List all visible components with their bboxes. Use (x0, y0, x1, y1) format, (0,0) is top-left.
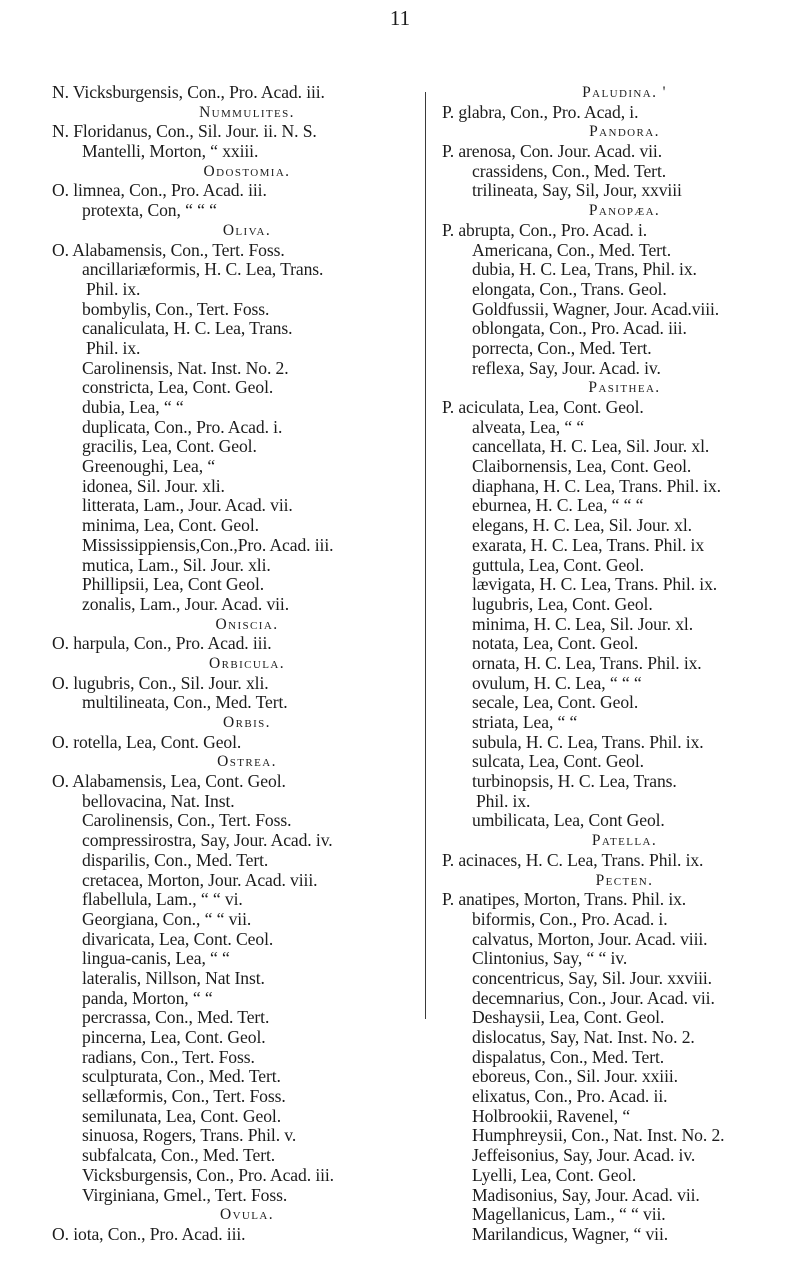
species-entry: reflexa, Say, Jour. Acad. iv. (472, 357, 661, 378)
species-entry: Phillipsii, Lea, Cont Geol. (82, 574, 265, 595)
genus-heading: Nummulites. (199, 103, 295, 121)
genus-heading: Orbis. (223, 714, 271, 731)
genus-first-entry: P. arenosa, Con. Jour. Acad. vii. (442, 141, 663, 162)
species-entry: Lyelli, Lea, Cont. Geol. (472, 1164, 637, 1185)
genus-first-entry: N. Vicksburgensis, Con., Pro. Acad. iii. (52, 82, 325, 102)
species-entry: sinuosa, Rogers, Trans. Phil. v. (82, 1125, 297, 1146)
species-entry: Magellanicus, Lam., “ “ vii. (472, 1204, 666, 1225)
entry-continuation: Phil. ix. (476, 790, 531, 811)
species-entry: protexta, Con, “ “ “ (82, 200, 217, 221)
genus-first-entry: O. Alabamensis, Lea, Cont. Geol. (52, 771, 286, 792)
species-entry: canaliculata, H. C. Lea, Trans. (82, 318, 293, 339)
species-entry: lævigata, H. C. Lea, Trans. Phil. ix. (472, 574, 718, 595)
species-entry: minima, H. C. Lea, Sil. Jour. xl. (472, 613, 694, 634)
species-entry: crassidens, Con., Med. Tert. (472, 160, 667, 181)
species-entry: Claibornensis, Lea, Cont. Geol. (472, 456, 692, 477)
species-entry: Humphreysii, Con., Nat. Inst. No. 2. (472, 1125, 725, 1146)
species-entry: bombylis, Con., Tert. Foss. (82, 298, 270, 319)
species-entry: subfalcata, Con., Med. Tert. (82, 1145, 276, 1166)
genus-first-entry: P. anatipes, Morton, Trans. Phil. ix. (442, 889, 687, 910)
species-entry: trilineata, Say, Sil, Jour, xxviii (472, 180, 682, 201)
species-entry: elixatus, Con., Pro. Acad. ii. (472, 1086, 668, 1107)
species-entry: cancellata, H. C. Lea, Sil. Jour. xl. (472, 436, 710, 457)
species-entry: dislocatus, Say, Nat. Inst. No. 2. (472, 1027, 695, 1047)
species-entry: idonea, Sil. Jour. xli. (82, 475, 225, 496)
page-number: 11 (389, 6, 411, 30)
species-entry: sculpturata, Con., Med. Tert. (82, 1066, 281, 1087)
species-entry: Virginiana, Gmel., Tert. Foss. (82, 1184, 288, 1205)
species-entry: Goldfussii, Wagner, Jour. Acad.viii. (472, 298, 720, 319)
species-entry: pincerna, Lea, Cont. Geol. (82, 1027, 266, 1047)
species-entry: elegans, H. C. Lea, Sil. Jour. xl. (472, 515, 692, 536)
species-entry: semilunata, Lea, Cont. Geol. (82, 1105, 281, 1126)
genus-first-entry: O. iota, Con., Pro. Acad. iii. (52, 1223, 246, 1244)
species-entry: sellæformis, Con., Tert. Foss. (82, 1086, 286, 1107)
species-entry: alveata, Lea, “ “ (472, 416, 585, 437)
species-entry: exarata, H. C. Lea, Trans. Phil. ix (472, 534, 705, 555)
species-entry: cretacea, Morton, Jour. Acad. viii. (82, 869, 318, 890)
species-entry: subula, H. C. Lea, Trans. Phil. ix. (472, 731, 704, 752)
species-entry: zonalis, Lam., Jour. Acad. vii. (82, 593, 290, 614)
species-entry: Marilandicus, Wagner, “ vii. (472, 1223, 669, 1244)
genus-first-entry: P. abrupta, Con., Pro. Acad. i. (442, 219, 648, 240)
species-entry: Holbrookii, Ravenel, “ (472, 1105, 631, 1126)
genus-first-entry: P. glabra, Con., Pro. Acad, i. (442, 101, 639, 122)
species-entry: flabellula, Lam., “ “ vi. (82, 889, 243, 910)
species-entry: ovulum, H. C. Lea, “ “ “ (472, 672, 642, 693)
species-entry: Vicksburgensis, Con., Pro. Acad. iii. (82, 1164, 334, 1185)
genus-first-entry: P. aciculata, Lea, Cont. Geol. (442, 397, 644, 417)
genus-heading: Paludina. ' (582, 84, 667, 101)
species-entry: lugubris, Lea, Cont. Geol. (472, 593, 653, 614)
species-entry: Greenoughi, Lea, “ (82, 456, 216, 477)
genus-first-entry: O. Alabamensis, Con., Tert. Foss. (52, 239, 285, 260)
species-entry: calvatus, Morton, Jour. Acad. viii. (472, 928, 708, 949)
species-entry: lateralis, Nillson, Nat Inst. (82, 967, 265, 988)
genus-heading: Pecten. (595, 871, 654, 889)
genus-first-entry: P. acinaces, H. C. Lea, Trans. Phil. ix. (442, 849, 704, 870)
genus-heading: Oliva. (222, 221, 272, 239)
species-entry: notata, Lea, Cont. Geol. (472, 633, 639, 654)
species-entry: Madisonius, Say, Jour. Acad. vii. (472, 1184, 700, 1205)
species-entry: dubia, Lea, “ “ (82, 397, 184, 417)
species-entry: lingua-canis, Lea, “ “ (82, 948, 230, 969)
species-entry: dispalatus, Con., Med. Tert. (472, 1046, 665, 1067)
genus-heading: Ostrea. (217, 753, 277, 771)
species-entry: eburnea, H. C. Lea, “ “ “ (472, 495, 644, 516)
species-entry: Mantelli, Morton, “ xxiii. (82, 141, 259, 162)
species-entry: Carolinensis, Nat. Inst. No. 2. (82, 357, 289, 378)
genus-first-entry: O. rotella, Lea, Cont. Geol. (52, 731, 242, 752)
species-entry: umbilicata, Lea, Cont Geol. (472, 810, 665, 831)
left-column (52, 83, 412, 1245)
species-entry: oblongata, Con., Pro. Acad. iii. (472, 318, 687, 339)
species-entry: striata, Lea, “ “ (472, 712, 578, 732)
genus-heading: Patella. (591, 832, 658, 850)
species-entry: guttula, Lea, Cont. Geol. (472, 554, 644, 575)
species-entry: eboreus, Con., Sil. Jour. xxiii. (472, 1066, 678, 1087)
genus-first-entry: N. Floridanus, Con., Sil. Jour. ii. N. S. (52, 121, 317, 142)
genus-heading: Oniscia. (215, 615, 279, 633)
species-entry: concentricus, Say, Sil. Jour. xxviii. (472, 967, 712, 988)
right-column (442, 83, 787, 1245)
species-entry: litterata, Lam., Jour. Acad. vii. (82, 495, 293, 516)
species-entry: elongata, Con., Trans. Geol. (472, 278, 667, 299)
entry-continuation: Phil. ix. (86, 337, 141, 358)
species-entry: multilineata, Con., Med. Tert. (82, 692, 288, 713)
species-entry: duplicata, Con., Pro. Acad. i. (82, 416, 283, 437)
species-entry: percrassa, Con., Med. Tert. (82, 1007, 270, 1028)
species-entry: radians, Con., Tert. Foss. (82, 1046, 255, 1067)
species-entry: mutica, Lam., Sil. Jour. xli. (82, 554, 271, 575)
species-entry: porrecta, Con., Med. Tert. (472, 337, 652, 358)
species-entry: sulcata, Lea, Cont. Geol. (472, 751, 644, 772)
species-entry: Americana, Con., Med. Tert. (472, 239, 671, 260)
genus-heading: Pasithea. (588, 379, 661, 397)
species-entry: diaphana, H. C. Lea, Trans. Phil. ix. (472, 475, 721, 496)
species-entry: bellovacina, Nat. Inst. (82, 790, 235, 811)
genus-heading: Odostomia. (203, 162, 291, 180)
species-entry: ancillariæformis, H. C. Lea, Trans. (82, 259, 324, 280)
species-entry: disparilis, Con., Med. Tert. (82, 849, 269, 870)
species-entry: Clintonius, Say, “ “ iv. (472, 948, 628, 969)
genus-first-entry: O. harpula, Con., Pro. Acad. iii. (52, 633, 272, 654)
column-divider (425, 92, 426, 1019)
species-entry: Mississippiensis,Con.,Pro. Acad. iii. (82, 534, 334, 555)
species-entry: Deshaysii, Lea, Cont. Geol. (472, 1007, 665, 1028)
species-entry: divaricata, Lea, Cont. Ceol. (82, 928, 274, 949)
species-entry: Georgiana, Con., “ “ vii. (82, 908, 252, 929)
species-entry: decemnarius, Con., Jour. Acad. vii. (472, 987, 715, 1008)
genus-heading: Pandora. (589, 123, 660, 141)
entry-continuation: Phil. ix. (86, 278, 141, 299)
species-entry: dubia, H. C. Lea, Trans, Phil. ix. (472, 259, 697, 280)
genus-heading: Orbicula. (209, 654, 285, 672)
species-entry: ornata, H. C. Lea, Trans. Phil. ix. (472, 652, 702, 673)
genus-first-entry: O. lugubris, Con., Sil. Jour. xli. (52, 672, 269, 693)
species-entry: Carolinensis, Con., Tert. Foss. (82, 810, 292, 831)
species-entry: constricta, Lea, Cont. Geol. (82, 377, 274, 398)
genus-first-entry: O. limnea, Con., Pro. Acad. iii. (52, 180, 267, 201)
species-entry: compressirostra, Say, Jour. Acad. iv. (82, 830, 333, 851)
species-entry: minima, Lea, Cont. Geol. (82, 515, 259, 536)
species-entry: Jeffeisonius, Say, Jour. Acad. iv. (472, 1145, 696, 1166)
genus-heading: Ovula. (219, 1206, 275, 1224)
species-entry: gracilis, Lea, Cont. Geol. (82, 436, 257, 457)
species-entry: panda, Morton, “ “ (82, 987, 213, 1008)
genus-heading: Panopæa. (588, 202, 661, 220)
species-entry: biformis, Con., Pro. Acad. i. (472, 908, 668, 929)
species-entry: secale, Lea, Cont. Geol. (472, 692, 639, 713)
species-entry: turbinopsis, H. C. Lea, Trans. (472, 771, 677, 792)
